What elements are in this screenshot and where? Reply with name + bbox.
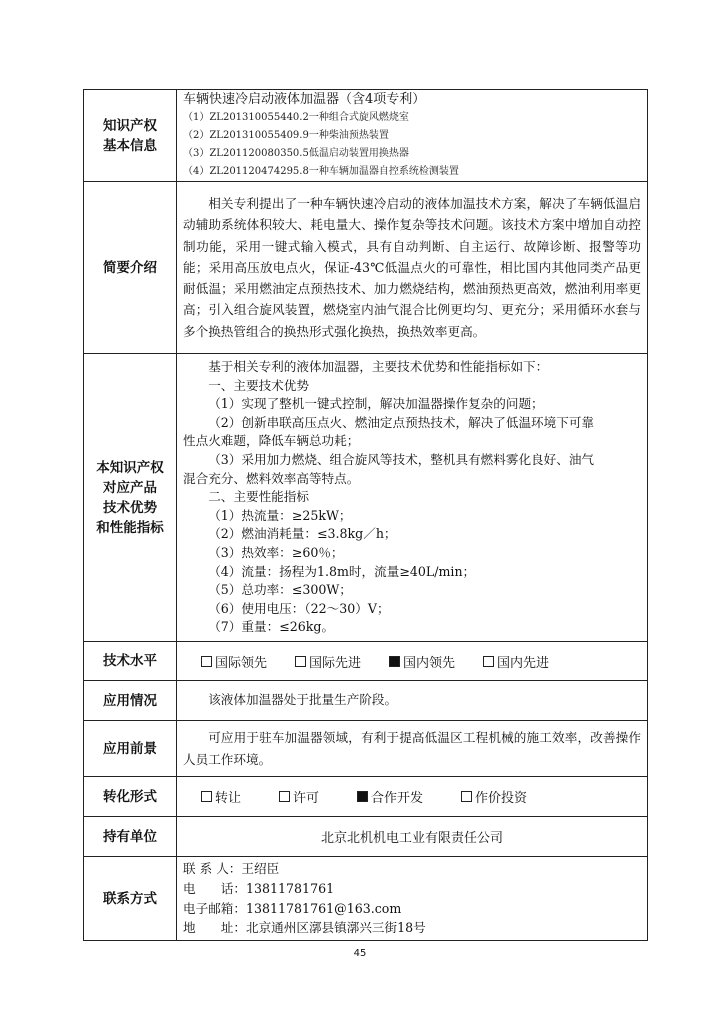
transfer-option-2[interactable] [279, 787, 319, 806]
spec-5: （5）总功率：≤300W； [208, 582, 352, 598]
checkbox-icon [201, 791, 212, 802]
tech-level-content [177, 642, 648, 681]
tech-level-option-4[interactable] [483, 652, 549, 671]
label-ip-line1: 知识产权 [103, 117, 157, 134]
row-prospect [84, 721, 648, 777]
transfer-options [183, 787, 641, 806]
spec-6: （6）使用电压：（22～30）V； [208, 600, 390, 616]
option-label: 转让 [215, 791, 242, 806]
row-holder [84, 817, 648, 857]
checkbox-icon [295, 656, 306, 667]
spec-2: （2）燃油消耗量：≤3.8kg／h； [208, 526, 397, 542]
advantages-content [177, 354, 648, 642]
info-table [83, 89, 648, 941]
adv-item-1: （1）实现了整机一键式控制，解决加温器操作复杂的问题； [208, 396, 544, 412]
spec-1: （1）热流量：≥25kW； [208, 507, 352, 523]
tech-level-option-2[interactable] [295, 652, 361, 671]
summary-content [177, 182, 648, 354]
contact-address: 地 址：北京通州区漷县镇漷兴三街18号 [183, 920, 426, 936]
row-application [84, 681, 648, 721]
adv-intro: 基于相关专利的液体加温器，主要技术优势和性能指标如下： [208, 359, 549, 375]
label-contact: 联系方式 [84, 857, 177, 941]
checkbox-icon [279, 791, 290, 802]
transfer-option-3[interactable] [357, 787, 423, 806]
label-prospect: 应用前景 [84, 721, 177, 777]
label-adv-line1: 本知识产权 [96, 459, 164, 476]
transfer-option-1[interactable] [201, 787, 241, 806]
application-text: 该液体加温器处于批量生产阶段。 [208, 692, 398, 708]
transfer-option-4[interactable] [461, 787, 527, 806]
option-label: 合作开发 [371, 791, 424, 806]
option-label: 国内先进 [497, 655, 550, 671]
checkbox-icon [389, 656, 400, 667]
spec-3: （3）热效率：≥60％； [208, 544, 344, 560]
adv-item-3b: 混合充分、燃料效率高等特点。 [183, 470, 360, 486]
label-adv-line4: 和性能指标 [96, 519, 164, 536]
label-application: 应用情况 [84, 681, 177, 721]
row-advantages [84, 354, 648, 642]
label-tech-level: 技术水平 [84, 642, 177, 681]
ip-content [177, 90, 648, 182]
option-label: 作价投资 [475, 791, 528, 806]
ip-title: 车辆快速冷启动液体加温器（含4项专利） [183, 92, 426, 107]
checkbox-icon [357, 791, 368, 802]
option-label: 许可 [293, 791, 320, 806]
contact-email: 电子邮箱：13811781761@163.com [183, 900, 402, 916]
summary-text: 相关专利提出了一种车辆快速冷启动的液体加温技术方案，解决了车辆低温启动辅助系统体积较大、耗电量大、操作复杂等技术问题。该技术方案中增加自动控制功能，采用一键式输入模式，具有自动判断、自主运行、故障诊断、报警等功能；采用高压放电点火，保证-43℃低温点火的可靠性，相比国内其他同类产品更耐低温；采用燃油定点预热技术、加力燃烧结构，燃油预热更高效，燃油利用率更高；引入组合旋风装置，燃烧室内油气混合比例更均匀、更充分；采用循环水套与多个换热管组合的换热形式强化换热，换热效率更高。 [183, 195, 641, 339]
label-advantages [84, 354, 177, 642]
page-number: 45 [353, 948, 367, 959]
application-content [177, 681, 648, 721]
tech-level-option-1[interactable] [201, 652, 267, 671]
holder-text: 北京北机机电工业有限责任公司 [320, 831, 503, 846]
option-label: 国内领先 [403, 655, 456, 671]
contact-person: 联 系 人：王绍臣 [183, 861, 280, 877]
adv-item-2b: 性点火难题，降低车辆总功耗； [183, 433, 360, 449]
prospect-text: 可应用于驻车加温器领域，有利于提高低温区工程机械的施工效率，改善操作人员工作环境。 [183, 730, 641, 767]
label-ip [84, 90, 177, 182]
prospect-content [177, 721, 648, 777]
holder-content [177, 817, 648, 857]
checkbox-icon [201, 656, 212, 667]
label-holder: 持有单位 [84, 817, 177, 857]
option-label: 国际先进 [309, 655, 362, 671]
spec-4: （4）流量：扬程为1.8m时，流量≥40L/min； [208, 563, 476, 579]
ip-item-4: （4）ZL201120474295.8一种车辆加温器自控系统检测装置 [183, 166, 459, 177]
contact-phone: 电 话：13811781761 [183, 880, 335, 896]
row-transfer [84, 777, 648, 817]
adv-item-2a: （2）创新串联高压点火、燃油定点预热技术，解决了低温环境下可靠 [208, 414, 595, 430]
adv-item-3a: （3）采用加力燃烧、组合旋风等技术，整机具有燃料雾化良好、油气 [208, 452, 595, 468]
row-ip [84, 90, 648, 182]
row-tech-level [84, 642, 648, 681]
option-label: 国际领先 [215, 655, 268, 671]
row-summary [84, 182, 648, 354]
label-transfer: 转化形式 [84, 777, 177, 817]
transfer-content [177, 777, 648, 817]
tech-level-options [183, 652, 641, 671]
label-ip-line2: 基本信息 [103, 137, 157, 154]
adv-section-2: 二、主要性能指标 [208, 489, 309, 505]
checkbox-icon [483, 656, 494, 667]
label-adv-line3: 技术优势 [103, 499, 157, 516]
adv-section-1: 一、主要技术优势 [208, 377, 309, 393]
label-adv-line2: 对应产品 [103, 479, 157, 496]
row-contact [84, 857, 648, 941]
checkbox-icon [461, 791, 472, 802]
ip-item-2: （2）ZL201310055409.9一种柴油预热装置 [183, 130, 389, 141]
label-summary: 简要介绍 [84, 182, 177, 354]
ip-item-1: （1）ZL201310055440.2一种组合式旋风燃烧室 [183, 112, 409, 123]
tech-level-option-3[interactable] [389, 652, 455, 671]
spec-7: （7）重量：≤26kg。 [208, 619, 335, 635]
contact-content [177, 857, 648, 941]
ip-item-3: （3）ZL201120080350.5低温启动装置用换热器 [183, 148, 409, 159]
